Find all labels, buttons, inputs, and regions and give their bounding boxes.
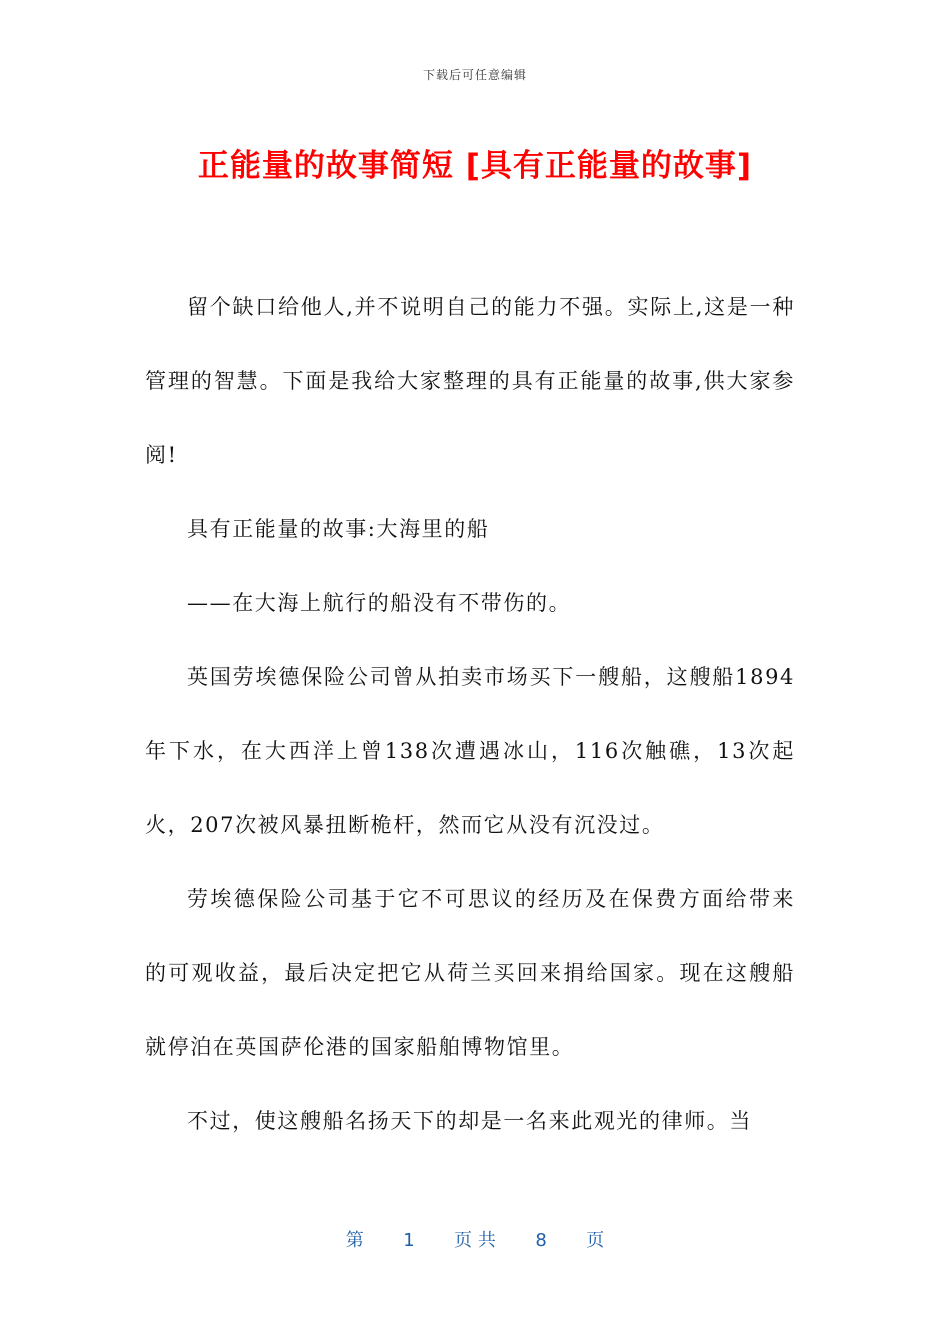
footer-page-suffix: 页	[586, 1230, 605, 1251]
paragraph-ship-history: 英国劳埃德保险公司曾从拍卖市场买下一艘船，这艘船1894年下水，在大西洋上曾138次遭遇冰山，116次触礁，13次起火，207次被风暴扭断桅杆，然而它从没有沉没过。	[145, 665, 795, 837]
footer-page-middle: 页 共	[454, 1230, 496, 1251]
document-body	[145, 270, 795, 1158]
document-title: 正能量的故事简短 [具有正能量的故事]	[197, 148, 753, 184]
footer-current-page: 1	[403, 1230, 415, 1251]
paragraph-intro: 留个缺口给他人,并不说明自己的能力不强。实际上,这是一种管理的智慧。下面是我给大家整理的具有正能量的故事,供大家参阅!	[145, 295, 795, 467]
paragraph-lawyer: 不过，使这艘船名扬天下的却是一名来此观光的律师。当	[187, 1109, 752, 1133]
paragraph-story-heading: 具有正能量的故事:大海里的船	[187, 517, 490, 541]
page-footer	[0, 1226, 950, 1252]
footer-page-prefix: 第	[345, 1230, 364, 1251]
footer-total-pages: 8	[535, 1230, 547, 1251]
header-note: 下载后可任意编辑	[422, 68, 527, 82]
paragraph-subtitle: ——在大海上航行的船没有不带伤的。	[187, 591, 572, 615]
paragraph-museum: 劳埃德保险公司基于它不可思议的经历及在保费方面给带来的可观收益，最后决定把它从荷兰买回来捐给国家。现在这艘船就停泊在英国萨伦港的国家船舶博物馆里。	[145, 887, 795, 1059]
